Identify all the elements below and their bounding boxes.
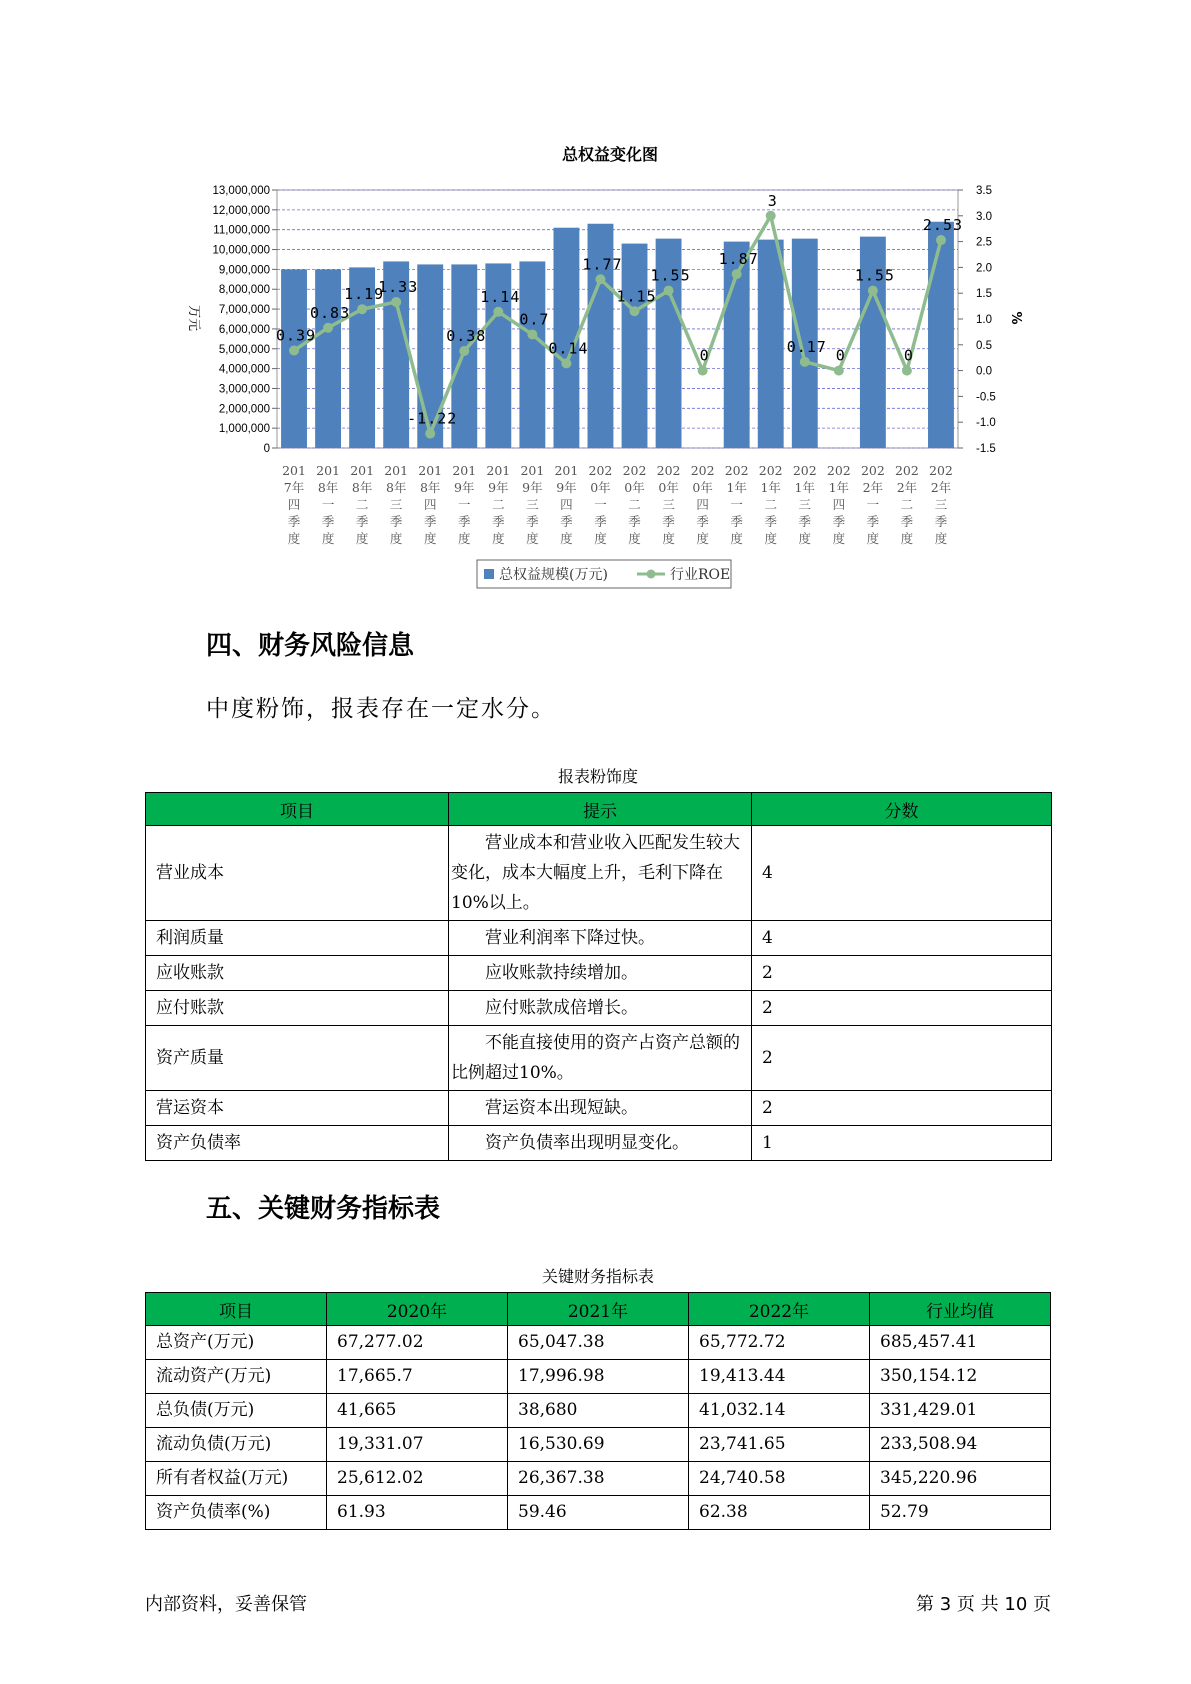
- x-tick-label: 202 1年三季度: [792, 463, 817, 546]
- data-label: 1.87: [718, 250, 759, 269]
- risk-hint: 营运资本出现短缺。: [449, 1091, 752, 1126]
- table-row: [146, 1326, 1051, 1360]
- table-row: [146, 1462, 1051, 1496]
- y-tick-label-right: -0.5: [976, 391, 996, 404]
- roe-point: [595, 274, 605, 284]
- table-row: [146, 826, 1052, 921]
- risk-item: 营业成本: [146, 826, 449, 921]
- table-row: [146, 1360, 1051, 1394]
- risk-item: 利润质量: [146, 921, 449, 956]
- bar: [758, 240, 784, 448]
- table-row: [146, 921, 1052, 956]
- data-label: 0.14: [548, 339, 589, 358]
- footer-page-number: 第 3 页 共 10 页: [916, 1594, 1051, 1615]
- y-tick-label-left: 3,000,000: [218, 383, 270, 396]
- kpi-cell: 62.38: [689, 1496, 870, 1530]
- kpi-cell: 总负债(万元): [146, 1394, 327, 1428]
- kpi-cell: 41,032.14: [689, 1394, 870, 1428]
- data-label: 1.14: [480, 287, 521, 306]
- bar: [519, 261, 545, 448]
- x-tick-label: 201 9年四季度: [554, 463, 579, 546]
- bar: [928, 222, 954, 448]
- kpi-cell: 23,741.65: [689, 1428, 870, 1462]
- y-tick-label-right: -1.5: [976, 443, 996, 455]
- roe-point: [732, 269, 742, 279]
- y-tick-label-right: 2.0: [976, 262, 992, 275]
- risk-score: 2: [752, 1026, 1052, 1091]
- y-tick-label-left: 6,000,000: [218, 323, 270, 336]
- risk-item: 资产负债率: [146, 1126, 449, 1161]
- roe-point: [834, 366, 844, 376]
- bar: [315, 269, 341, 448]
- x-tick-label: 202 2年二季度: [894, 463, 919, 546]
- x-tick-label: 201 9年二季度: [486, 463, 511, 546]
- y-tick-label-left: 7,000,000: [218, 304, 270, 317]
- y-tick-label-right: -1.0: [976, 417, 996, 430]
- y-tick-label-left: 13,000,000: [212, 185, 270, 197]
- risk-score: 2: [752, 991, 1052, 1026]
- kpi-cell: 17,665.7: [327, 1360, 508, 1394]
- risk-score: 2: [752, 956, 1052, 991]
- risk-item: 资产质量: [146, 1026, 449, 1091]
- roe-point: [664, 286, 674, 296]
- risk-item: 应收账款: [146, 956, 449, 991]
- roe-point: [357, 304, 367, 314]
- y-tick-label-left: 12,000,000: [212, 204, 270, 217]
- kpi-cell: 331,429.01: [870, 1394, 1051, 1428]
- table-row: [146, 956, 1052, 991]
- kpi-header: 行业均值: [870, 1293, 1051, 1326]
- y-tick-label-left: 1,000,000: [218, 423, 270, 436]
- risk-hint: 营业利润率下降过快。: [449, 921, 752, 956]
- chart-title: 总权益变化图: [561, 145, 658, 164]
- data-label: 1.19: [344, 285, 385, 304]
- legend-bar-swatch: [484, 569, 494, 579]
- x-tick-label: 202 0年四季度: [690, 463, 715, 546]
- kpi-cell: 41,665: [327, 1394, 508, 1428]
- risk-score: 4: [752, 826, 1052, 921]
- roe-point: [425, 429, 435, 439]
- kpi-table: [145, 1292, 1051, 1530]
- y-tick-label-left: 11,000,000: [213, 224, 270, 237]
- risk-score: 2: [752, 1091, 1052, 1126]
- x-tick-label: 201 7年四季度: [282, 463, 306, 546]
- x-tick-label: 202 2年三季度: [929, 463, 953, 546]
- y-axis-label-right: %: [1008, 311, 1023, 325]
- roe-point: [459, 346, 469, 356]
- kpi-cell: 17,996.98: [508, 1360, 689, 1394]
- y-tick-label-left: 8,000,000: [218, 284, 270, 297]
- data-label: 0.39: [275, 326, 317, 345]
- x-tick-label: 201 8年二季度: [350, 463, 375, 546]
- bar: [622, 244, 648, 448]
- roe-point: [289, 345, 299, 355]
- risk-score: 4: [752, 921, 1052, 956]
- x-tick-label: 202 1年四季度: [826, 463, 851, 546]
- bar: [281, 269, 307, 448]
- footer-confidential: 内部资料，妥善保管: [145, 1594, 307, 1615]
- y-tick-label-right: 2.5: [976, 236, 992, 249]
- data-label: 0.83: [310, 303, 351, 322]
- data-label: 0.7: [519, 310, 550, 329]
- x-tick-label: 201 8年四季度: [418, 463, 443, 546]
- x-tick-label: 202 0年三季度: [656, 463, 681, 546]
- kpi-header: 2022年: [689, 1293, 870, 1326]
- roe-point: [766, 211, 776, 221]
- x-tick-label: 202 1年二季度: [758, 463, 783, 546]
- y-tick-label-right: 1.0: [976, 314, 992, 326]
- kpi-cell: 24,740.58: [689, 1462, 870, 1496]
- kpi-header: 2020年: [327, 1293, 508, 1326]
- risk-hint: 应付账款成倍增长。: [449, 991, 752, 1026]
- plot-area: [277, 190, 958, 448]
- kpi-cell: 59.46: [508, 1496, 689, 1530]
- kpi-header: 2021年: [508, 1293, 689, 1326]
- table-row: [146, 1428, 1051, 1462]
- data-label: 1.55: [854, 266, 895, 285]
- roe-point: [902, 366, 912, 376]
- kpi-cell: 资产负债率(%): [146, 1496, 327, 1530]
- x-tick-label: 202 0年一季度: [588, 463, 613, 546]
- kpi-cell: 流动负债(万元): [146, 1428, 327, 1462]
- data-label: 3: [767, 191, 778, 210]
- table-row: [146, 1026, 1052, 1091]
- kpi-cell: 685,457.41: [870, 1326, 1051, 1360]
- data-label: 2.53: [922, 216, 964, 235]
- risk-score: 1: [752, 1126, 1052, 1161]
- legend-line-label: 行业ROE: [670, 567, 731, 583]
- table-row: [146, 1126, 1052, 1161]
- kpi-cell: 16,530.69: [508, 1428, 689, 1462]
- kpi-cell: 65,047.38: [508, 1326, 689, 1360]
- data-label: 0: [903, 346, 914, 365]
- data-label: 1.77: [582, 255, 623, 274]
- y-tick-label-right: 3.0: [976, 210, 992, 223]
- kpi-cell: 52.79: [870, 1496, 1051, 1530]
- kpi-cell: 19,331.07: [327, 1428, 508, 1462]
- risk-table-caption: 报表粉饰度: [557, 767, 638, 786]
- legend-line-marker: [647, 570, 656, 579]
- data-label: 0: [835, 346, 846, 365]
- data-label: -1.22: [407, 409, 458, 428]
- data-label: 1.15: [616, 287, 657, 306]
- table-row: [146, 1394, 1051, 1428]
- risk-header-item: 项目: [146, 793, 449, 826]
- kpi-cell: 350,154.12: [870, 1360, 1051, 1394]
- table-row: [146, 1091, 1052, 1126]
- risk-item: 应付账款: [146, 991, 449, 1026]
- kpi-cell: 25,612.02: [327, 1462, 508, 1496]
- kpi-cell: 233,508.94: [870, 1428, 1051, 1462]
- roe-point: [493, 307, 503, 317]
- kpi-cell: 流动资产(万元): [146, 1360, 327, 1394]
- x-tick-label: 202 2年一季度: [860, 463, 885, 546]
- data-label: 0.38: [446, 326, 487, 345]
- kpi-cell: 65,772.72: [689, 1326, 870, 1360]
- risk-hint: 不能直接使用的资产占资产总额的比例超过10%。: [449, 1026, 752, 1091]
- kpi-cell: 345,220.96: [870, 1462, 1051, 1496]
- kpi-table-caption: 关键财务指标表: [541, 1267, 654, 1286]
- y-tick-label-right: 1.5: [976, 288, 992, 301]
- risk-hint: 资产负债率出现明显变化。: [449, 1126, 752, 1161]
- risk-table: [145, 792, 1052, 1161]
- kpi-cell: 67,277.02: [327, 1326, 508, 1360]
- roe-point: [630, 306, 640, 316]
- y-axis-label-left: 万元: [186, 304, 201, 332]
- kpi-cell: 26,367.38: [508, 1462, 689, 1496]
- y-tick-label-left: 2,000,000: [218, 403, 270, 416]
- section-4-text: 中度粉饰，报表存在一定水分。: [206, 696, 556, 722]
- x-tick-label: 201 8年三季度: [384, 463, 409, 546]
- roe-point: [561, 358, 571, 368]
- data-label: 1.55: [650, 266, 691, 285]
- y-tick-label-left: 4,000,000: [218, 363, 270, 376]
- equity-chart: [0, 0, 1191, 600]
- roe-point: [391, 297, 401, 307]
- y-tick-label-left: 9,000,000: [218, 264, 270, 277]
- y-tick-label-right: 0.5: [976, 339, 992, 352]
- legend-bar-label: 总权益规模(万元): [499, 567, 608, 583]
- y-tick-label-right: 0.0: [976, 365, 992, 378]
- kpi-header: 项目: [146, 1293, 327, 1326]
- roe-point: [323, 323, 333, 333]
- roe-point: [868, 286, 878, 296]
- x-tick-label: 202 1年一季度: [724, 463, 749, 546]
- risk-item: 营运资本: [146, 1091, 449, 1126]
- y-tick-label-left: 10,000,000: [212, 244, 270, 257]
- table-row: [146, 1496, 1051, 1530]
- risk-header-hint: 提示: [449, 793, 752, 826]
- roe-point: [800, 357, 810, 367]
- kpi-cell: 总资产(万元): [146, 1326, 327, 1360]
- roe-point: [527, 329, 537, 339]
- risk-header-score: 分数: [752, 793, 1052, 826]
- section-4-heading: 四、财务风险信息: [206, 631, 415, 661]
- x-tick-label: 201 9年一季度: [452, 463, 477, 546]
- kpi-cell: 61.93: [327, 1496, 508, 1530]
- y-tick-label-right: 3.5: [976, 185, 992, 197]
- x-tick-label: 201 9年三季度: [520, 463, 545, 546]
- data-label: 1.33: [378, 277, 419, 296]
- y-tick-label-left: 0: [263, 443, 270, 455]
- risk-hint: 营业成本和营业收入匹配发生较大变化，成本大幅度上升，毛利下降在10%以上。: [449, 826, 752, 921]
- kpi-cell: 所有者权益(万元): [146, 1462, 327, 1496]
- risk-hint: 应收账款持续增加。: [449, 956, 752, 991]
- table-row: [146, 991, 1052, 1026]
- y-tick-label-left: 5,000,000: [218, 343, 270, 356]
- x-tick-label: 202 0年二季度: [622, 463, 647, 546]
- kpi-cell: 19,413.44: [689, 1360, 870, 1394]
- roe-point: [698, 366, 708, 376]
- data-label: 0.17: [786, 337, 827, 356]
- x-tick-label: 201 8年一季度: [316, 463, 341, 546]
- roe-point: [936, 235, 946, 245]
- data-label: 0: [699, 346, 710, 365]
- kpi-cell: 38,680: [508, 1394, 689, 1428]
- section-5-heading: 五、关键财务指标表: [206, 1194, 441, 1224]
